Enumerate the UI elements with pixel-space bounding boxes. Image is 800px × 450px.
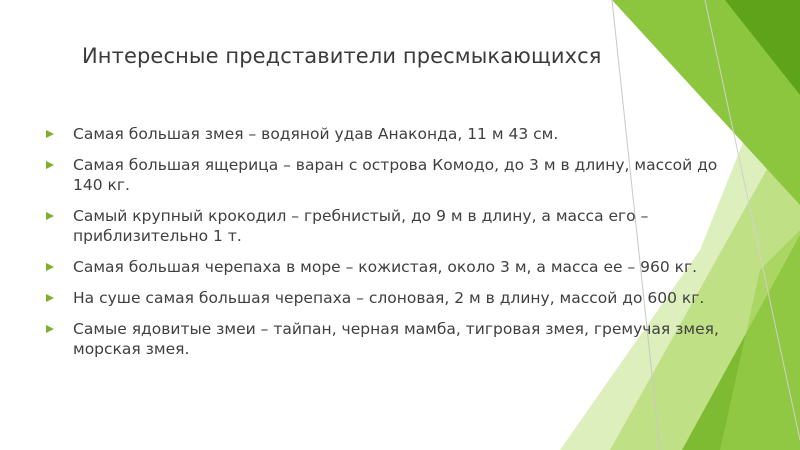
- triangle-bullet-icon: [46, 294, 54, 302]
- list-item-text: Самые ядовитые змеи – тайпан, черная мамба, тигровая змея, гремучая змея, морская змея.: [73, 320, 719, 358]
- triangle-bullet-icon: [46, 263, 54, 271]
- list-item: [46, 124, 736, 144]
- list-item-text: Самый крупный крокодил – гребнистый, до 9 м в длину, а масса его – приблизительно 1 т.: [73, 207, 649, 245]
- list-item: [46, 257, 736, 277]
- list-item: [46, 319, 736, 359]
- triangle-bullet-icon: [46, 325, 54, 333]
- slide-title: Интересные представители пресмыкающихся: [82, 44, 602, 68]
- triangle-bullet-icon: [46, 212, 54, 220]
- list-item: [46, 288, 736, 308]
- triangle-bullet-icon: [46, 161, 54, 169]
- list-item: [46, 206, 736, 246]
- list-item-text: Самая большая черепаха в море – кожистая, около 3 м, а масса ее – 960 кг.: [73, 258, 698, 276]
- list-item-text: На суше самая большая черепаха – слоновая, 2 м в длину, массой до 600 кг.: [73, 289, 705, 307]
- list-item: [46, 155, 736, 195]
- list-item-text: Самая большая змея – водяной удав Анаконда, 11 м 43 см.: [73, 125, 559, 143]
- bullet-list: [46, 124, 736, 370]
- list-item-text: Самая большая ящерица – варан с острова Комодо, до 3 м в длину, массой до 140 кг.: [73, 156, 718, 194]
- triangle-bullet-icon: [46, 130, 54, 138]
